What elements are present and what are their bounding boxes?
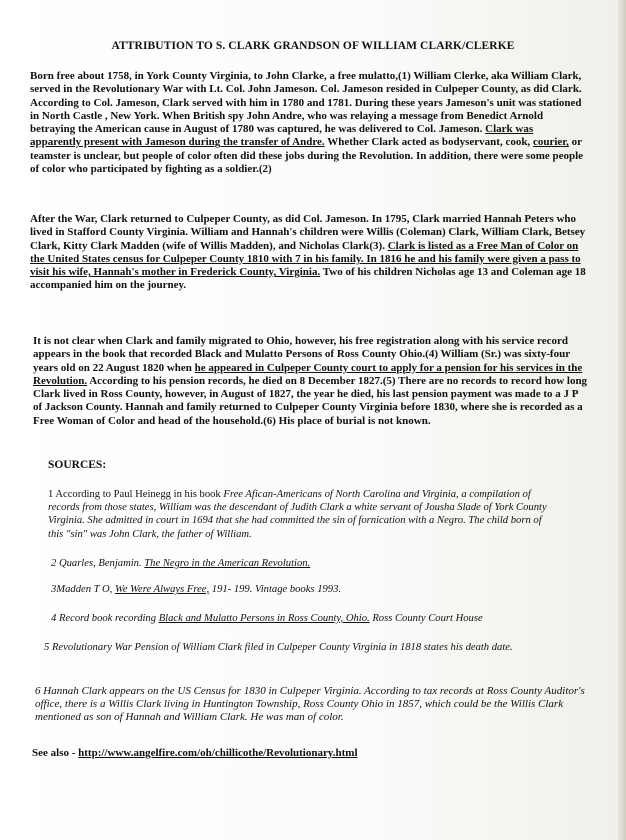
- source-text: 1 According to Paul Heinegg in his book: [48, 489, 224, 500]
- paragraph-text: Two of his children Nicholas age 13 and Coleman age 18 accompanied him on the journey.: [30, 266, 586, 292]
- source-5: 5 Revolutionary War Pension of William Clark filed in Culpeper County Virginia in 1818 states his death date.: [44, 642, 513, 653]
- paragraph-text: or teamster is unclear, but people of color often did these jobs during the Revolution. In addition, there were some people of color who participated by fighting as a soldier.(2): [30, 136, 584, 176]
- paragraph-text: According to his pension records, he died on 8 December 1827.(5) There are no records to record how long Clark lived in Ross County, however, in August of 1827, the year he died, his last pension payment was made to a J P of Jackson County. Hannah and family returned to Culpeper County Virginia before 1830, where she is recorded as a Free Woman of Color and head of the household.(6) His place of burial is not known.: [33, 374, 588, 427]
- source-6: 6 Hannah Clark appears on the US Census for 1830 in Culpeper Virginia. According to tax records at Ross County Auditor's office, there is a Willis Clark living in Huntington Township, Ross County Ohio in 1857, which could be the Willis Clark mentioned as son of Hannah and William Clark. He was man of color.: [35, 685, 585, 724]
- paragraph-military-service: [30, 70, 586, 176]
- paragraph-text: After the War, Clark returned to Culpeper County, as did Col. Jameson. In 1795, Clark married Hannah Peters who lived in Stafford County Virginia. William and Hannah's children were Willis (Coleman) Clark, William Clark, Betsey Clark, Kitty Clark Madden (wife of Willis Madden), and Nicholas Clark(3).: [30, 213, 586, 252]
- source-text: 191- 199. Vintage books 1993.: [209, 584, 342, 595]
- source-book-title: The Negro in the American Revolution.: [144, 558, 311, 569]
- source-3: [51, 583, 341, 596]
- document-title: ATTRIBUTION TO S. CLARK GRANDSON OF WILLIAM CLARK/CLERKE: [111, 40, 515, 52]
- source-book-title: Black and Mulatto Persons in Ross County, Ohio.: [158, 613, 370, 624]
- underlined-text: he appeared in Culpeper County court to apply for a pension for his services in the Revolution.: [33, 361, 583, 387]
- see-also-label: See also -: [32, 747, 79, 759]
- source-book-title: We Were Always Free,: [114, 584, 210, 595]
- source-2: [51, 557, 310, 570]
- underlined-text: Clark was apparently present with Jameson during the transfer of Andre.: [30, 123, 534, 149]
- paragraph-text: Born free about 1758, in York County Virginia, to John Clarke, a free mulatto,(1) William Clerke, aka William Clark, served in the Revolutionary War with Lt. Col. John Jameson. Col. Jameson resided in Culpeper County, as did Clark. According to Col. Jameson, Clark served with him in 1780 and 1781. During these years Jameson's unit was stationed in North Castle , New York. When British spy John Andre, who was relaying a message from Benedict Arnold betraying the American cause in August of 1780 was captured, he was delivered to Col. Jameson.: [30, 70, 582, 136]
- paragraph-ohio-migration: [33, 335, 588, 428]
- underlined-text: courier,: [532, 136, 569, 149]
- see-also: [32, 747, 358, 759]
- paper-edge-shadow: [618, 0, 626, 840]
- source-text: 2 Quarles, Benjamin.: [51, 558, 145, 569]
- underlined-text: Clark is listed as a Free Man of Color on the United States census for Culpeper County 1810 with 7 in his family. In 1816 he and his family were given a pass to visit his wife, Hannah's mother in Frederick County, Virginia.: [30, 239, 581, 279]
- source-4: [51, 612, 483, 625]
- source-text: 3Madden T O,: [51, 584, 115, 595]
- see-also-link[interactable]: http://www.angelfire.com/oh/chillicothe/Revolutionary.html: [78, 747, 358, 759]
- sources-heading: SOURCES:: [48, 459, 107, 471]
- source-text: Ross County Court House: [369, 613, 483, 624]
- paragraph-text: It is not clear when Clark and family migrated to Ohio, however, his free registration along with his service record appears in the book that recorded Black and Mulatto Persons of Ross County Ohio.(4) William (Sr.) was sixty-four years old on 22 August 1820 when: [33, 335, 570, 374]
- paragraph-after-war: [30, 213, 586, 293]
- source-text: 4 Record book recording: [51, 613, 159, 624]
- paragraph-text: Whether Clark acted as bodyservant, cook,: [324, 136, 533, 149]
- source-1: [48, 488, 548, 541]
- source-text: Free Afican-Americans of North Carolina and Virginia, a compilation of records from those states, William was the descendant of Judith Clark a white servant of Jousha Slade of York County Virginia. She admitted in court in 1694 that she had committed the sin of fornication with a Negro. The child born of this "sin" was John Clark, the father of William.: [48, 489, 547, 540]
